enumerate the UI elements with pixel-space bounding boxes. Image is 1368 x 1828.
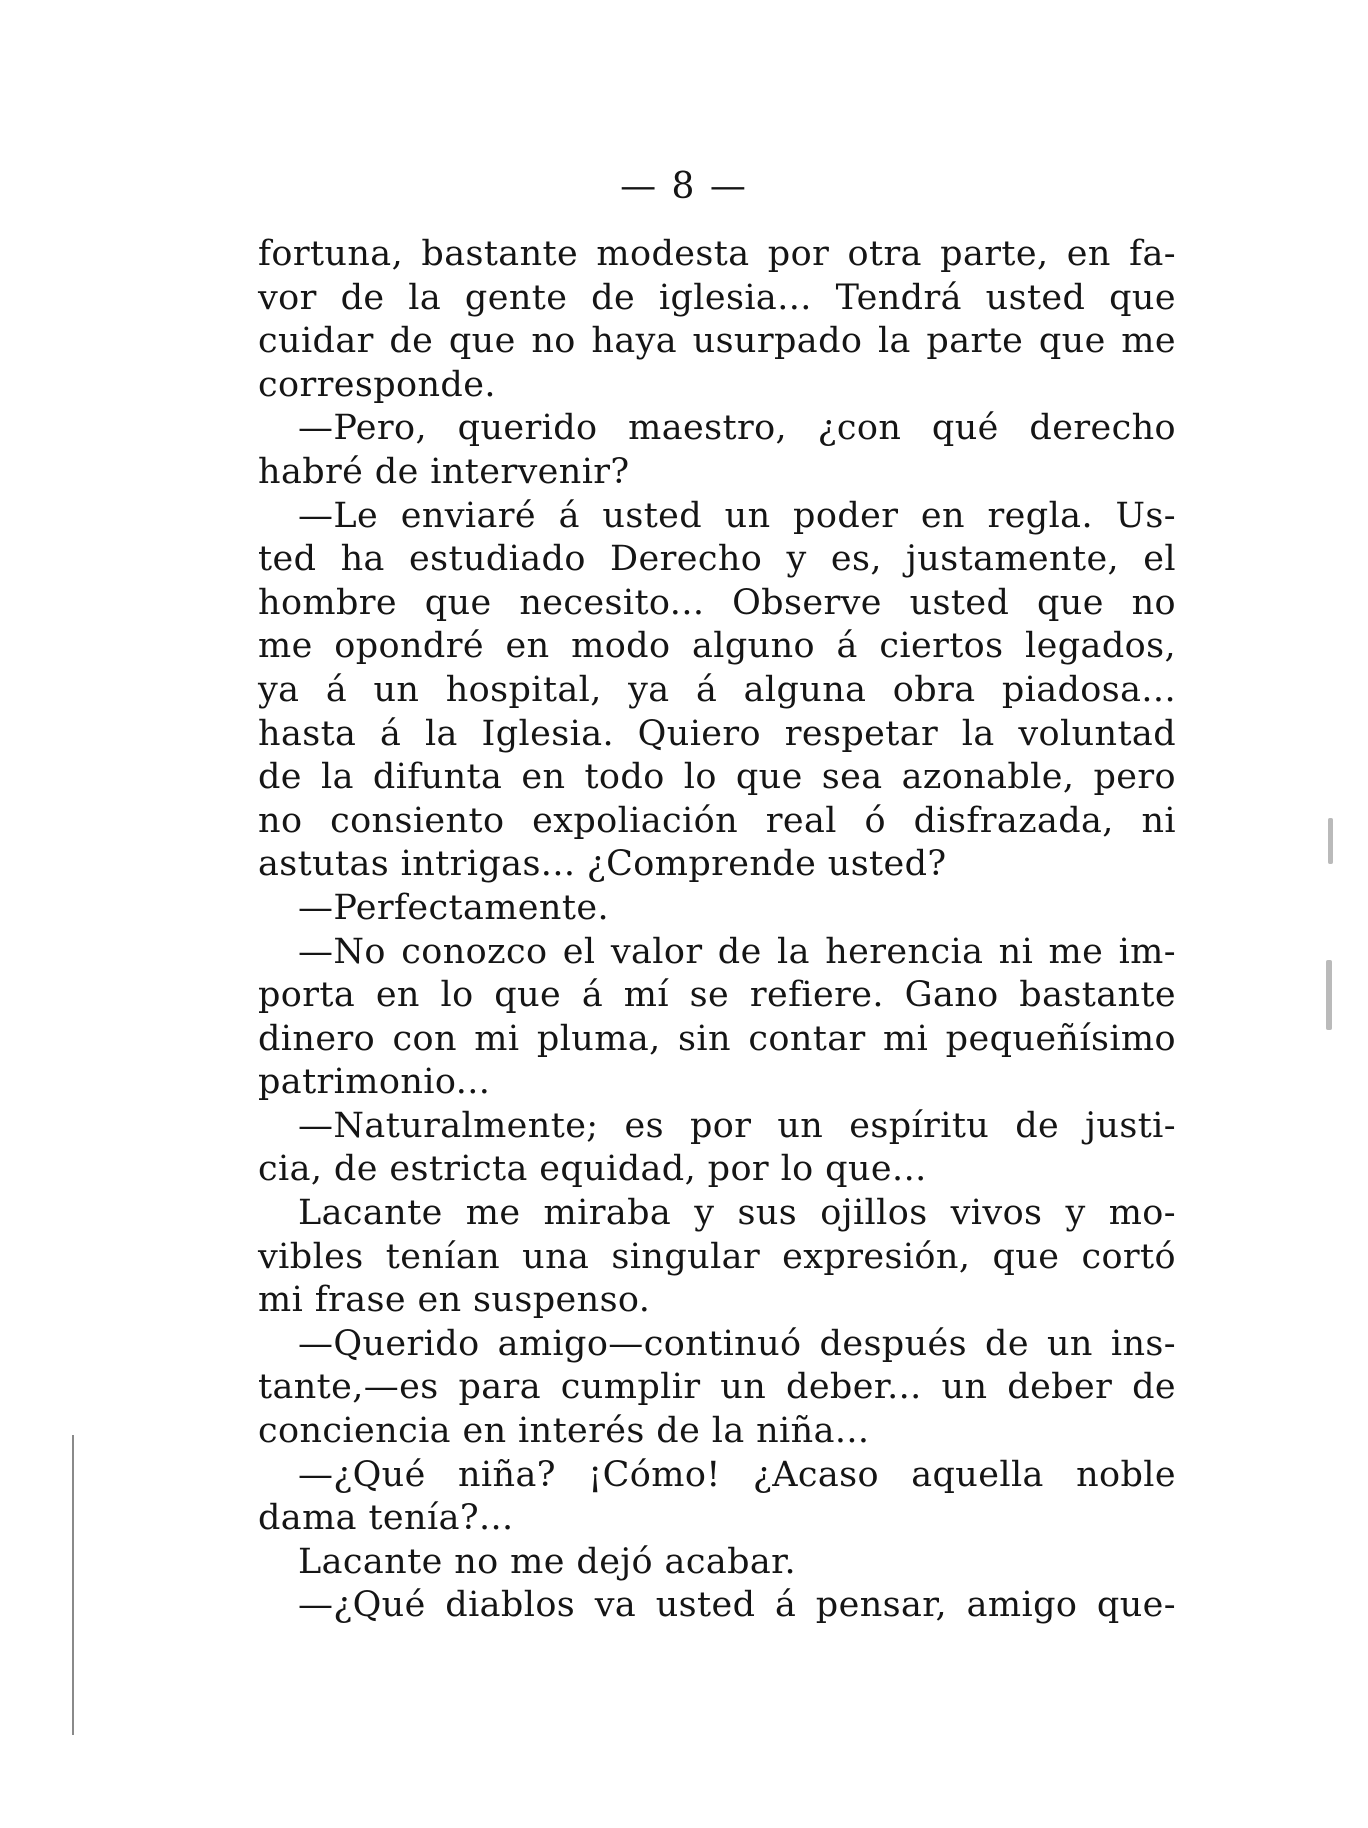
- text-line: cuidar de que no haya usurpado la parte que me: [258, 321, 1176, 362]
- text-line: de la difunta en todo lo que sea azonable, pero: [258, 757, 1176, 798]
- text-line: vibles tenían una singular expresión, que cortó: [258, 1236, 1176, 1277]
- text-line: —Querido amigo—continuó después de un ins-: [298, 1323, 1176, 1364]
- text-line: dama tenía?...: [258, 1498, 514, 1539]
- text-line: —Le enviaré á usted un poder en regla. Us-: [298, 495, 1176, 536]
- text-line: ted ha estudiado Derecho y es, justamente, el: [258, 539, 1176, 580]
- text-line: —Perfectamente.: [298, 887, 609, 928]
- text-line: no consiento expoliación real ó disfrazada, ni: [258, 800, 1176, 841]
- text-line: —¿Qué niña? ¡Cómo! ¿Acaso aquella noble: [298, 1454, 1176, 1495]
- text-line: patrimonio...: [258, 1062, 491, 1103]
- text-line: —¿Qué diablos va usted á pensar, amigo que-: [298, 1585, 1176, 1626]
- text-line: —Pero, querido maestro, ¿con qué derecho: [298, 408, 1176, 449]
- text-line: —No conozco el valor de la herencia ni me im-: [298, 931, 1176, 972]
- text-line: me opondré en modo alguno á ciertos legados,: [258, 626, 1176, 667]
- text-line: corresponde.: [258, 364, 496, 405]
- text-line: porta en lo que á mí se refiere. Gano bastante: [258, 975, 1176, 1016]
- text-line: vor de la gente de iglesia... Tendrá usted que: [258, 277, 1176, 318]
- text-line: cia, de estricta equidad, por lo que...: [258, 1149, 927, 1190]
- text-line: dinero con mi pluma, sin contar mi pequeñísimo: [258, 1018, 1176, 1059]
- scan-margin-line: [72, 1435, 74, 1735]
- page-number: — 8 —: [620, 166, 748, 207]
- text-line: Lacante no me dejó acabar.: [298, 1541, 796, 1582]
- body-text: [258, 233, 1176, 1628]
- text-line: ya á un hospital, ya á alguna obra piadosa...: [258, 669, 1176, 710]
- text-line: Lacante me miraba y sus ojillos vivos y mo-: [298, 1193, 1176, 1234]
- text-line: astutas intrigas... ¿Comprende usted?: [258, 844, 947, 885]
- text-line: hombre que necesito... Observe usted que no: [258, 582, 1176, 623]
- text-line: fortuna, bastante modesta por otra parte, en fa-: [258, 234, 1176, 274]
- text-line: habré de intervenir?: [258, 451, 630, 492]
- text-line: conciencia en interés de la niña...: [258, 1411, 870, 1452]
- text-line: —Naturalmente; es por un espíritu de justi-: [298, 1105, 1176, 1146]
- text-line: mi frase en suspenso.: [258, 1280, 651, 1321]
- scan-smudge: [1328, 818, 1333, 864]
- scan-smudge: [1326, 960, 1332, 1030]
- text-line: hasta á la Iglesia. Quiero respetar la voluntad: [258, 713, 1176, 754]
- text-line: tante,—es para cumplir un deber... un deber de: [258, 1367, 1176, 1408]
